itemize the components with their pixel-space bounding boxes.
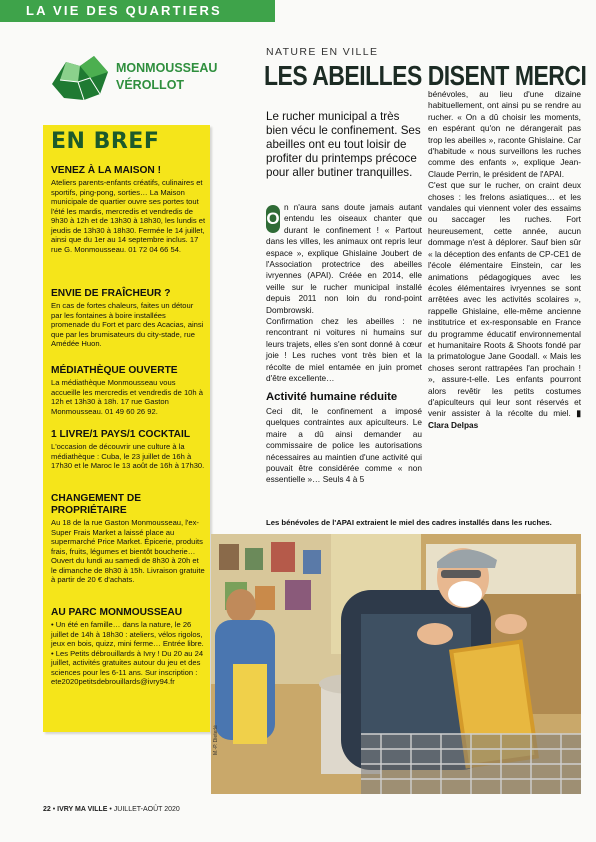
article-kicker: NATURE EN VILLE [266, 46, 379, 58]
brief-proprietaire [51, 493, 206, 585]
en-bref-sidebar [43, 125, 210, 732]
brief-heading: AU PARC MONMOUSSEAU [51, 607, 183, 618]
brief-heading: VENEZ À LA MAISON ! [51, 165, 161, 176]
brief-heading: MÉDIATHÈQUE OUVERTE [51, 365, 178, 376]
district-line-1: MONMOUSSEAU [116, 61, 218, 75]
drop-cap: O [266, 205, 280, 233]
magazine-name: IVRY MA VILLE [57, 806, 108, 813]
article-subheading: Activité humaine réduite [266, 390, 398, 403]
brief-text: L'occasion de découvrir une culture à la médiathèque : Cuba, le 23 juillet de 16h à 17h30 et le Maroc le 13 août de 16h à 17h30. [51, 442, 205, 470]
brief-text: • Un été en famille… dans la nature, le 26 juillet de 14h à 18h30 : ateliers, vélos rigolos, jeux en bois, quizz, mini ferme… Entrée libre. • Les Petits débrouillards à Ivry ! Du 20 au 24 juillet, activités gratuites autour du jeu et des sciences pour les 6-11 ans. Sur inscription : ete2020petitsdebrouillards@ivry94.fr [51, 620, 204, 686]
photo-credit: M.-P. Dieterlé [213, 725, 219, 755]
sidebar-title: EN BREF [51, 129, 160, 154]
brief-parc [51, 607, 206, 687]
article-column-2 [428, 89, 581, 431]
district-map-icon [50, 54, 110, 102]
brief-mediatheque [51, 365, 206, 416]
article-paragraph: bénévoles, au lieu d'une dizaine habituellement, ont ainsi pu se rendre au rucher. « On a dû choisir les moments, en espérant qu'on ne dérangerait pas trop les abeilles », raconte Ghislaine. Car d'habitude « nous surveillons les ruches comme des enfants », explique Jean-Claude Perrin, le président de l'APAI. [428, 89, 581, 179]
article-paragraph: C'est que sur le rucher, on craint deux choses : les frelons asiatiques… et les vandales qui viennent voler des essaims ou saccager les ruches. Fort heureusement, cette année, aucun dommage n'est à déplorer. Sauf bien sûr « la déception des enfants de CP-CE1 de l'école élémentaire Einstein, car les animations pédagogiques avec les écoles élémentaires ivryennes se sont arrêtées avec les activités scolaires », rappelle Ghislaine, elle-même ancienne institutrice et ex-responsable en France du programme éducatif environnemental et humanitaire Roots & Shoots fondé par la primatologue Jane Goodall. « Mais les choses seront rattrapées l'an prochain ! », assure-t-elle. Les enfants pourront alors revêtir les petits costumes d'apiculteurs qui leur sont réservés et venir assister à la récolte du miel. ▮ Clara Delpas [428, 180, 581, 430]
brief-text: La médiathèque Monmousseau vous accueille les mercredis et vendredis de 10h à 12h et 13h30 à 18h. 17 rue Gaston Monmousseau. 01 49 60 26 92. [51, 378, 203, 416]
district-name [116, 60, 217, 94]
issue-date: JUILLET-AOÛT 2020 [113, 806, 180, 813]
brief-text: Au 18 de la rue Gaston Monmousseau, l'ex-Super Frais Market a laissé place au supermarché Price Market. Épicerie, produits frais, fruits, légumes et bientôt boucherie… Ouvert du lundi au samedi de 8h30 à 20h et le dimanche de 8h30 à 15h. Livraison gratuite à partir de 20 € d'achats. [51, 518, 205, 584]
article-author: Clara Delpas [428, 419, 479, 430]
brief-cocktail [51, 429, 206, 471]
beekeepers-photo [211, 534, 581, 794]
section-banner-text: LA VIE DES QUARTIERS [26, 3, 222, 18]
brief-text: En cas de fortes chaleurs, faites un détour par les fontaines à boire installées promenade du Fort et parc des Acacias, ainsi que par les brumisateurs du city-stade, rue Amédée Huon. [51, 301, 204, 348]
page-footer: 22 • IVRY MA VILLE • JUILLET-AOÛT 2020 [43, 806, 180, 813]
article-paragraph: n n'aura sans doute jamais autant entendu les oiseaux chanter que durant le confinement ! « Partout dans les villes, les animaux ont repris leur espace », explique Ghislaine Joubert de l'Association protectrice des abeilles ivryennes (APAI). Créée en 2014, elle veille sur le rucher municipal installé depuis 2011 non loin du rond-point Dombrowski. [266, 202, 422, 315]
photo-caption: Les bénévoles de l'APAI extraient le miel des cadres installés dans les ruches. [266, 518, 552, 527]
page-number: 22 [43, 806, 51, 813]
article-paragraph: Confirmation chez les abeilles : ne rencontrant ni voitures ni humains sur leurs trajets, elles s'en sont donné à cœur joie ! Les ruches vont très bien et la récolte de miel entamée en juin promet d'être excellente… [266, 316, 422, 384]
brief-heading: 1 LIVRE/1 PAYS/1 COCKTAIL [51, 429, 191, 440]
brief-fraicheur [51, 288, 206, 349]
article-column-1 [266, 202, 422, 486]
brief-maison [51, 165, 206, 254]
article-lead: Le rucher municipal a très bien vécu le confinement. Ses abeilles ont eu tout loisir de profiter du printemps précoce pour aller butiner tranquilles. [266, 110, 421, 179]
brief-heading: ENVIE DE FRAÎCHEUR ? [51, 288, 171, 299]
section-banner [0, 0, 275, 22]
district-line-2: VÉROLLOT [116, 78, 185, 92]
brief-text: Ateliers parents-enfants créatifs, culinaires et sportifs, ping-pong, sorties… La Maison municipale de quartier ouvre ses portes tout l'été les mardis, mercredis et vendredis de 9h30 à 12h et de 13h30 à 18h30, les lundis et jeudis de 13h30 à 18h30. Fermée le 14 juillet, ainsi que du 1er au 14 septembre inclus. 17 rue G. Monmousseau. 01 72 04 66 54. [51, 178, 206, 254]
article-headline: LES ABEILLES DISENT MERCI [264, 60, 587, 91]
brief-heading: CHANGEMENT DE PROPRIÉTAIRE [51, 493, 141, 516]
article-paragraph-text: C'est que sur le rucher, on craint deux choses : les frelons asiatiques… et les vandales qui viennent voler des essaims ou saccager les ruches. Fort heureusement, cette année, aucun dommage n'est à déplorer. Sauf bien sûr « la déception des enfants de CP-CE1 de l'école élémentaire Einstein, car les animations pédagogiques avec les écoles élémentaires ivryennes se sont arrêtées avec les activités scolaires », rappelle Ghislaine, elle-même ancienne institutrice et ex-responsable en France du programme éducatif environnemental et humanitaire Roots & Shoots fondé par la primatologue Jane Goodall. « Mais les choses seront rattrapées l'an prochain ! », assure-t-elle. Les enfants pourront alors revêtir les petits costumes d'apiculteurs qui leur sont réservés et venir assister à la récolte du miel. [428, 180, 581, 419]
article-paragraph: Ceci dit, le confinement a imposé quelques contraintes aux apiculteurs. Le maire a dû ainsi demander au commissaire de police les autorisations nécessaires au maintien d'une activité qui pouvait être considérée comme « non essentielle »… Seuls 4 à 5 [266, 405, 422, 485]
